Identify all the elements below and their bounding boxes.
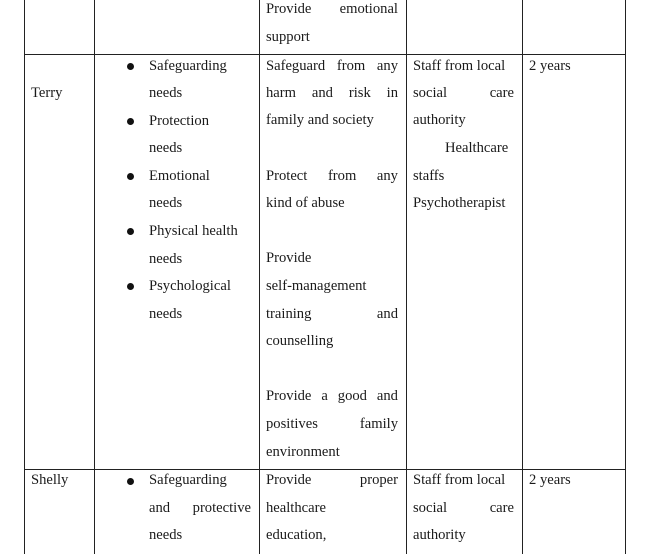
intervention-line — [266, 301, 398, 329]
need-item: Safeguarding — [149, 472, 227, 488]
need-item — [149, 495, 251, 523]
need-item: needs — [149, 251, 183, 267]
bullet-icon — [127, 478, 134, 485]
word: family — [359, 416, 398, 432]
table-column-divider — [522, 0, 523, 554]
word: any — [376, 58, 398, 74]
word: good — [337, 388, 367, 404]
staff-line: Healthcare — [445, 140, 509, 156]
intervention-line — [266, 80, 398, 108]
word: from — [327, 168, 357, 184]
word: social — [413, 85, 448, 101]
duration: 2 years — [529, 58, 571, 74]
word: Provide — [266, 388, 312, 404]
word: proper — [359, 472, 398, 488]
word: and — [311, 85, 333, 101]
word: Provide — [266, 472, 312, 488]
staff-line — [413, 80, 514, 108]
need-item: Protection — [149, 113, 209, 129]
need-item: needs — [149, 140, 183, 156]
need-item: Emotional — [149, 168, 210, 184]
need-item: Psychological — [149, 278, 231, 294]
bullet-icon — [127, 173, 134, 180]
intervention-line — [266, 53, 398, 81]
word: emotional — [339, 1, 398, 17]
client-name: Terry — [31, 85, 63, 101]
intervention-line: healthcare — [266, 500, 326, 516]
need-item: Safeguarding — [149, 58, 227, 74]
staff-line: Psychotherapist — [413, 195, 506, 211]
table-border-left — [24, 0, 25, 554]
word: care — [489, 85, 514, 101]
intervention-line: education, — [266, 527, 327, 543]
intervention-line: family and society — [266, 112, 374, 128]
intervention-line — [266, 163, 398, 191]
word: care — [489, 500, 514, 516]
staff-line: authority — [413, 527, 466, 543]
intervention-line: kind of abuse — [266, 195, 345, 211]
word: Safeguard — [266, 58, 326, 74]
intervention-line: environment — [266, 444, 340, 460]
word: in — [386, 85, 398, 101]
bullet-icon — [127, 228, 134, 235]
client-name: Shelly — [31, 472, 69, 488]
word: risk — [348, 85, 371, 101]
word: training — [266, 306, 312, 322]
intervention-line: Provide — [266, 250, 312, 266]
need-item: needs — [149, 306, 183, 322]
intervention-line: self-management — [266, 278, 367, 294]
intervention-line — [266, 383, 398, 411]
intervention-line: support — [266, 29, 310, 45]
word: Protect — [266, 168, 308, 184]
word: any — [376, 168, 398, 184]
staff-line — [413, 495, 514, 523]
word: from — [336, 58, 366, 74]
word: positives — [266, 416, 318, 432]
word: protective — [192, 500, 251, 516]
intervention-line: counselling — [266, 333, 334, 349]
staff-line: Staff from local — [413, 472, 506, 488]
intervention-line — [266, 467, 398, 495]
staff-line: authority — [413, 112, 466, 128]
need-item: needs — [149, 85, 183, 101]
word: a — [321, 388, 328, 404]
table-column-divider — [94, 0, 95, 554]
table-column-divider — [406, 0, 407, 554]
word: Provide — [266, 1, 312, 17]
intervention-line — [266, 411, 398, 439]
bullet-icon — [127, 283, 134, 290]
table-border-right — [625, 0, 626, 554]
need-item: needs — [149, 527, 183, 543]
intervention-line — [266, 0, 398, 24]
bullet-icon — [127, 63, 134, 70]
need-item: needs — [149, 195, 183, 211]
duration: 2 years — [529, 472, 571, 488]
bullet-icon — [127, 118, 134, 125]
word: and — [376, 388, 398, 404]
staff-line: Staff from local — [413, 58, 506, 74]
table-column-divider — [259, 0, 260, 554]
word: social — [413, 500, 448, 516]
word: and — [376, 306, 398, 322]
staff-line: staffs — [413, 168, 445, 184]
need-item: Physical health — [149, 223, 238, 239]
word: and — [149, 500, 171, 516]
word: harm — [266, 85, 296, 101]
